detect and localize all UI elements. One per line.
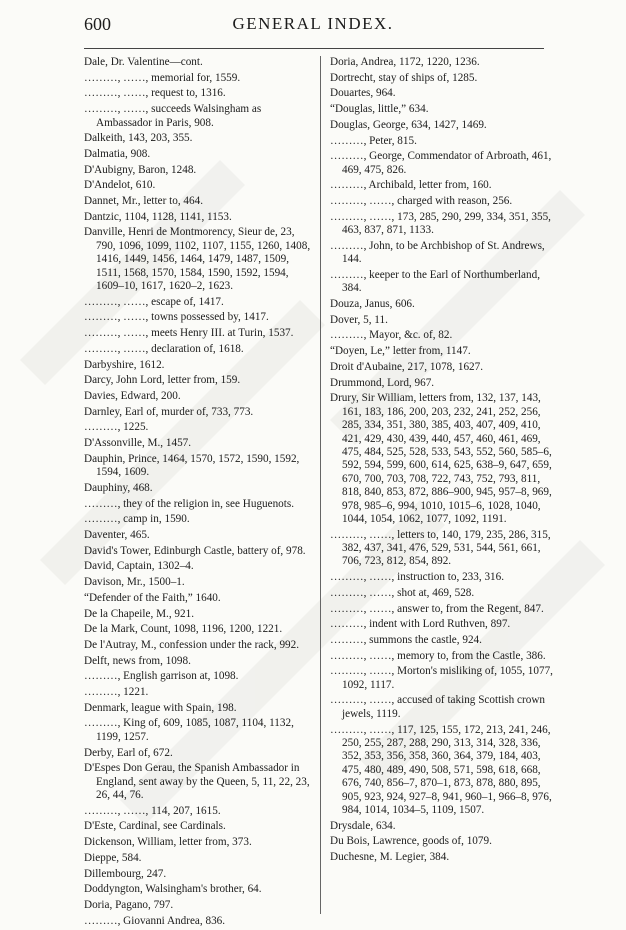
- index-entry: “Defender of the Faith,” 1640.: [84, 591, 221, 604]
- index-entry: Dickenson, William, letter from, 373.: [84, 836, 252, 849]
- index-entry: ………, ……, letters to, 140, 179, 235, 286, 315, 382, 437, 341, 476, 529, 531, 544, 561, 661, 706, 723, 812, 854, 892.: [330, 528, 551, 568]
- column-divider: [320, 56, 321, 914]
- index-entry: ………, camp in, 1590.: [84, 513, 190, 526]
- index-entry: ………, ……, request to, 1316.: [84, 87, 226, 100]
- index-entry: Doddyngton, Walsingham's brother, 64.: [84, 883, 262, 896]
- index-entry: Dover, 5, 11.: [330, 313, 388, 326]
- index-entry: Drummond, Lord, 967.: [330, 376, 435, 389]
- index-entry: Dauphin, Prince, 1464, 1570, 1572, 1590, 1592, 1594, 1609.: [84, 452, 300, 479]
- index-entry: ………, ……, memorial for, 1559.: [84, 71, 241, 84]
- index-entry: Droit d'Aubaine, 217, 1078, 1627.: [330, 360, 484, 373]
- index-entry: Dale, Dr. Valentine—cont.: [84, 56, 203, 68]
- index-entry: Dortrecht, stay of ships of, 1285.: [330, 71, 478, 84]
- index-entry: ………, ……, 173, 285, 290, 299, 334, 351, 355, 463, 837, 871, 1133.: [330, 210, 551, 237]
- index-entry: ………, summons the castle, 924.: [330, 633, 482, 646]
- index-entry: ………, Mayor, &c. of, 82.: [330, 329, 453, 342]
- index-entry: ………, ……, instruction to, 233, 316.: [330, 571, 505, 584]
- index-entry: Douglas, George, 634, 1427, 1469.: [330, 118, 487, 131]
- index-entry: D'Andelot, 610.: [84, 179, 156, 192]
- index-entry: Douza, Janus, 606.: [330, 298, 415, 311]
- index-entry: ………, Peter, 815.: [330, 134, 417, 147]
- index-entry: ………, 1221.: [84, 686, 149, 699]
- index-entry: D'Aubigny, Baron, 1248.: [84, 163, 197, 176]
- index-entry: “Doyen, Le,” letter from, 1147.: [330, 345, 471, 358]
- index-entry: ………, ……, answer to, from the Regent, 847.: [330, 602, 544, 615]
- index-entry: ………, ……, 114, 207, 1615.: [84, 804, 221, 817]
- index-entry: Dalkeith, 143, 203, 355.: [84, 132, 193, 145]
- index-entry: ………, ……, 117, 125, 155, 172, 213, 241, 246, 250, 255, 287, 288, 290, 313, 314, 328, 336, 352, 353, 356, 358, 360, 364, 379, 184, 403, 475, 480, 489, 490, 508, 571, 598, 618, 668, 676, 740, 856–7, 870–1, 873, 878, 880, 895, 905, 923, 924, 927–8, 941, 960–1, 966–8, 976, 984, 1014, 1034–5, 1109, 1507.: [330, 723, 552, 817]
- index-column-left: [84, 56, 316, 930]
- index-entry: Doria, Pagano, 797.: [84, 899, 174, 911]
- index-entry: Darcy, John Lord, letter from, 159.: [84, 374, 241, 387]
- index-entry: Danville, Henri de Montmorency, Sieur de, 23, 790, 1096, 1099, 1102, 1107, 1155, 1260, 1408, 1416, 1449, 1456, 1464, 1479, 1487, 1509, 1511, 1568, 1570, 1584, 1590, 1592, 1594, 1609–10, 1617, 1620–2, 1623.: [84, 226, 311, 293]
- index-entry: ………, English garrison at, 1098.: [84, 670, 239, 683]
- index-entry: Daventer, 465.: [84, 529, 150, 542]
- index-entry: Davies, Edward, 200.: [84, 389, 181, 402]
- index-column-right: [330, 56, 562, 867]
- index-entry: Drysdale, 634.: [330, 819, 396, 832]
- index-entry: ………, George, Commendator of Arbroath, 461, 469, 475, 826.: [330, 150, 552, 176]
- index-entry: ………, 1225.: [84, 421, 149, 434]
- index-entry: Dieppe, 584.: [84, 851, 142, 864]
- index-entry: Douartes, 964.: [330, 87, 396, 100]
- index-entry: ………, ……, shot at, 469, 528.: [330, 586, 475, 599]
- index-entry: De la Mark, Count, 1098, 1196, 1200, 1221.: [84, 623, 283, 636]
- index-entry: ………, ……, escape of, 1417.: [84, 295, 224, 308]
- index-entry: ………, ……, Morton's misliking of, 1055, 1077, 1092, 1117.: [330, 665, 553, 691]
- index-entry: Drury, Sir William, letters from, 132, 137, 143, 161, 183, 186, 200, 203, 232, 241, 252, 256, 285, 334, 351, 380, 385, 403, 407, 409, 410, 421, 429, 430, 439, 440, 457, 460, 461, 469, 475, 484, 525, 528, 533, 543, 552, 560, 585–6, 592, 594, 599, 600, 614, 625, 638–9, 647, 659, 670, 700, 703, 708, 722, 743, 752, 793, 811, 818, 840, 853, 872, 886–900, 945, 957–8, 969, 978, 985–6, 994, 1010, 1015–6, 1028, 1040, 1044, 1054, 1062, 1077, 1092, 1191.: [330, 392, 552, 525]
- index-entry: Dillembourg, 247.: [84, 867, 167, 880]
- index-entry: D'Espes Don Gerau, the Spanish Ambassador in England, sent away by the Queen, 5, 11, 22, 23, 26, 44, 76.: [84, 762, 310, 802]
- running-title: GENERAL INDEX.: [232, 14, 394, 33]
- index-entry: De l'Autray, M., confession under the rack, 992.: [84, 638, 300, 651]
- index-entry: ………, ……, succeeds Walsingham as Ambassador in Paris, 908.: [84, 103, 262, 129]
- index-entry: ………, King of, 609, 1085, 1087, 1104, 1132, 1199, 1257.: [84, 717, 294, 743]
- index-entry: ………, Giovanni Andrea, 836.: [84, 914, 226, 927]
- index-entry: ………, ……, towns possessed by, 1417.: [84, 311, 269, 324]
- index-entry: Darbyshire, 1612.: [84, 358, 165, 371]
- index-entry: Davison, Mr., 1500–1.: [84, 576, 185, 589]
- index-entry: David's Tower, Edinburgh Castle, battery of, 978.: [84, 544, 306, 557]
- index-entry: Dannet, Mr., letter to, 464.: [84, 195, 203, 208]
- index-entry: ………, ……, memory to, from the Castle, 386.: [330, 649, 546, 662]
- index-entry: ………, ……, charged with reason, 256.: [330, 195, 513, 208]
- index-entry: ………, ……, declaration of, 1618.: [84, 342, 244, 355]
- index-entry: ………, ……, accused of taking Scottish crown jewels, 1119.: [330, 694, 546, 720]
- index-entry: Dantzic, 1104, 1128, 1141, 1153.: [84, 210, 232, 223]
- index-entry: ………, ……, meets Henry III. at Turin, 1537.: [84, 327, 294, 340]
- index-entry: Du Bois, Lawrence, goods of, 1079.: [330, 835, 492, 848]
- index-entry: Duchesne, M. Legier, 384.: [330, 851, 450, 864]
- index-entry: ………, indent with Lord Ruthven, 897.: [330, 618, 511, 631]
- index-entry: “Douglas, little,” 634.: [330, 103, 429, 116]
- page-header: [0, 14, 626, 36]
- index-entry: ………, Archibald, letter from, 160.: [330, 179, 492, 192]
- index-entry: De la Chapeile, M., 921.: [84, 607, 194, 620]
- index-entry: D'Este, Cardinal, see Cardinals.: [84, 820, 226, 833]
- header-rule: [84, 48, 544, 49]
- index-entry: ………, keeper to the Earl of Northumberland, 384.: [330, 268, 541, 295]
- index-entry: Doria, Andrea, 1172, 1220, 1236.: [330, 56, 480, 68]
- page-number: 600: [84, 14, 111, 34]
- index-entry: David, Captain, 1302–4.: [84, 560, 194, 573]
- index-entry: Darnley, Earl of, murder of, 733, 773.: [84, 405, 254, 418]
- index-entry: Derby, Earl of, 672.: [84, 746, 173, 759]
- index-entry: D'Assonville, M., 1457.: [84, 437, 192, 450]
- index-entry: Dauphiny, 468.: [84, 481, 153, 494]
- index-entry: Denmark, league with Spain, 198.: [84, 701, 237, 714]
- index-entry: Delft, news from, 1098.: [84, 654, 191, 667]
- index-entry: ………, John, to be Archbishop of St. Andrews, 144.: [330, 239, 545, 266]
- index-entry: Dalmatia, 908.: [84, 147, 151, 160]
- index-entry: ………, they of the religion in, see Huguenots.: [84, 497, 295, 510]
